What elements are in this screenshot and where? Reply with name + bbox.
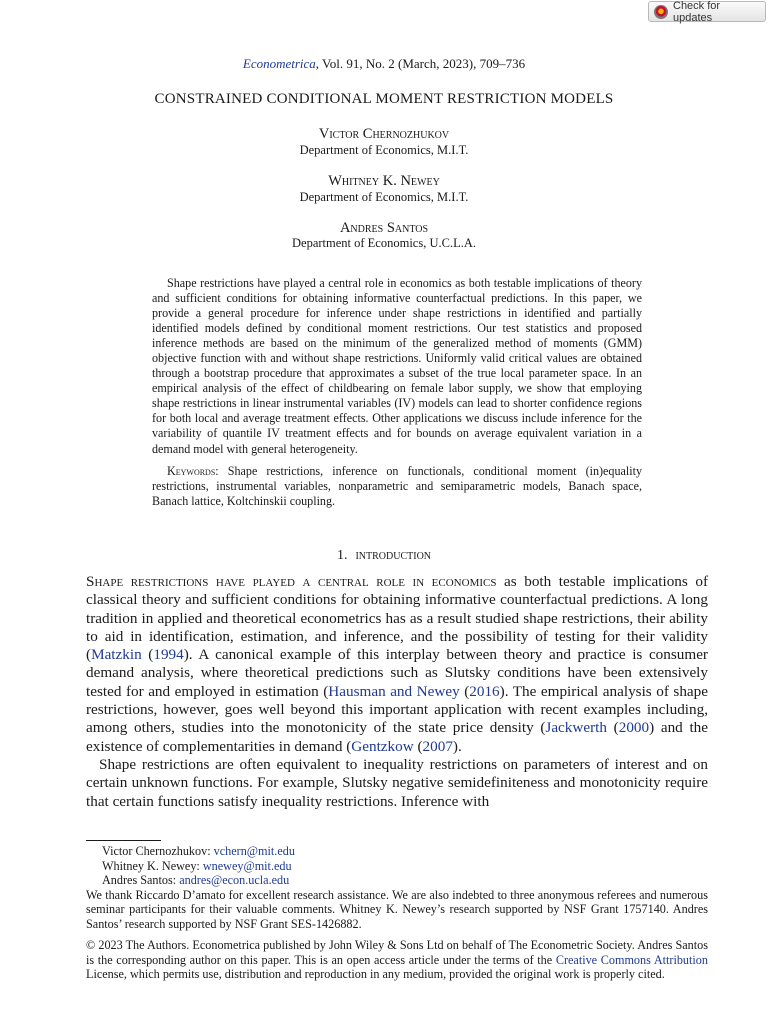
copyright-notice: © 2023 The Authors. Econometrica published by John Wiley & Sons Ltd on behalf of The Econometric Society. Andres Santos is the corresponding author on this paper. This is an open access article under the terms of the Creative Commons Attribution License, which permits use, distribution and reproduction in any medium, provided the original work is properly cited. xyxy=(86,938,708,982)
check-for-updates-button[interactable] xyxy=(648,1,766,22)
author-affiliation: Department of Economics, U.C.L.A. xyxy=(292,236,476,250)
author-name: Whitney K. Newey xyxy=(328,173,440,189)
check-for-updates-label: Check for updates xyxy=(673,0,721,24)
footnote-rule xyxy=(86,840,161,841)
email-link[interactable]: vchern@mit.edu xyxy=(213,844,295,858)
body-paragraph: Shape restrictions have played a central role in economics as both testable implications of classical theory and sufficient conditions for obtaining informative counterfactual predictions. A long tradition in applied and theoretical econometrics has as a result studied shape restrictions, their ability to aid in identification, estimation, and inference, and the possibility of testing for their validity (Matzkin (1994). A canonical example of this interplay between theory and practice is consumer demand analysis, where theoretical predictions such as Slutsky conditions have been extensively tested for and employed in estimation (Hausman and Newey (2016). The empirical analysis of shape restrictions, however, goes well beyond this important application with recent examples including, among others, studies into the monotonicity of the state price density (Jackwerth (2000) and the existence of complementarities in demand (Gentzkow (2007). xyxy=(86,573,709,755)
license-link[interactable]: Creative Commons Attribution xyxy=(555,952,708,967)
author-email-line: Andres Santos: andres@econ.ucla.edu xyxy=(102,873,290,888)
acknowledgements: We thank Riccardo D’amato for excellent research assistance. We are also indebted to three anonymous referees and numerous seminar participants for their valuable comments. Whitney K. Newey’s research supported by NSF Grant 1757140. Andres Santos’ research supported by NSF Grant SES-1426882. xyxy=(86,887,708,931)
section-title: introduction xyxy=(355,548,432,563)
email-link[interactable]: wnewey@mit.edu xyxy=(202,858,292,873)
citation-details: , Vol. 91, No. 2 (March, 2023), 709–736 xyxy=(315,56,526,71)
paper-title: CONSTRAINED CONDITIONAL MOMENT RESTRICTION MODELS xyxy=(154,91,614,107)
citation-line xyxy=(0,56,768,72)
abstract-text: Shape restrictions have played a central role in economics as both testable implications of theory and sufficient conditions for obtaining informative counterfactual predictions. In this paper, we provide a general procedure for inference under shape restrictions in identified and partially identified models defined by conditional moment restrictions. Our test statistics and proposed inference methods are based on the minimum of the generalized method of moments (GMM) objective function with and without shape restrictions. Uniformly valid critical values are obtained through a bootstrap procedure that approximates a subset of the true local parameter space. In an empirical analysis of the effect of childbearing on female labor supply, we show that employing shape restrictions in linear instrumental variables (IV) models can lead to shorter confidence regions for both local and average treatment effects. Other applications we discuss include inference for the variability of quantile IV treatment effects and for bounds on average equivalent variation in a demand model with general heterogeneity. xyxy=(152,276,642,456)
citation-link[interactable]: 2000 xyxy=(618,719,650,737)
paragraph-lead: Shape restrictions have played a central role in economics xyxy=(86,573,497,590)
introduction-body xyxy=(86,573,708,811)
author-affiliation: Department of Economics, M.I.T. xyxy=(299,190,469,204)
citation-link[interactable]: Gentzkow xyxy=(351,737,414,755)
body-paragraph: Shape restrictions are often equivalent to inequality restrictions on parameters of interest and on certain unknown functions. For example, Slutsky negative semidefiniteness and monotonicity require that certain functions satisfy inequality restrictions. Inference with xyxy=(86,755,708,810)
citation-link[interactable]: 1994 xyxy=(153,646,184,664)
keywords-label: Keywords: xyxy=(167,463,219,478)
author-affiliation: Department of Economics, M.I.T. xyxy=(299,143,469,157)
email-link[interactable]: andres@econ.ucla.edu xyxy=(179,873,290,888)
citation-link[interactable]: Hausman and Newey xyxy=(328,682,460,700)
author-name: Victor Chernozhukov xyxy=(318,126,450,142)
section-heading xyxy=(0,548,768,564)
keywords xyxy=(152,464,642,509)
journal-link[interactable]: Econometrica xyxy=(242,56,316,71)
keywords-text: Shape restrictions, inference on functionals, conditional moment (in)equality restrictions, instrumental variables, nonparametric and semiparametric models, Banach space, Banach lattice, Koltchinskii coupling. xyxy=(152,463,642,508)
abstract xyxy=(152,276,642,509)
citation-link[interactable]: 2016 xyxy=(469,682,500,700)
crossmark-icon xyxy=(654,5,668,19)
citation-link[interactable]: Jackwerth xyxy=(545,719,607,737)
author-email-line: Whitney K. Newey: wnewey@mit.edu xyxy=(102,858,292,873)
footnotes xyxy=(86,844,708,932)
citation-link[interactable]: Matzkin xyxy=(91,646,142,664)
author-name: Andres Santos xyxy=(339,220,429,236)
author-email-line: Victor Chernozhukov: vchern@mit.edu xyxy=(102,844,295,858)
section-number: 1. xyxy=(336,548,348,563)
citation-link[interactable]: 2007 xyxy=(422,737,453,755)
